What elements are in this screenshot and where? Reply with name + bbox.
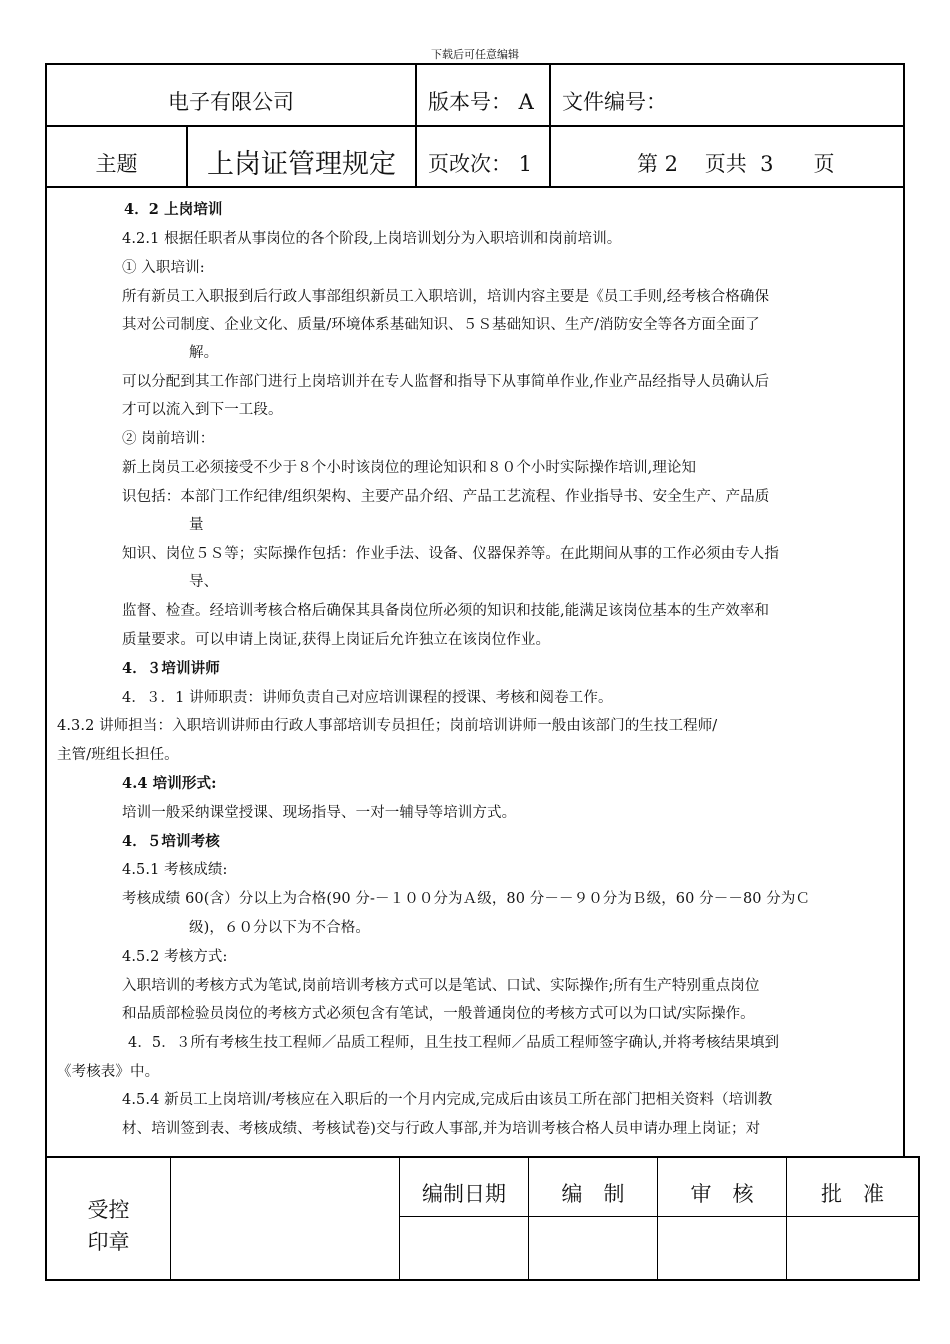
paragraph-line: 质量要求。可以申请上岗证,获得上岗证后允许独立在该岗位作业。 xyxy=(122,632,551,648)
paragraph-line: 4.5.2 考核方式: xyxy=(122,949,228,965)
paragraph-line: 监督、检查。经培训考核合格后确保其具备岗位所必须的知识和技能,能满足该岗位基本的生产效率和 xyxy=(122,603,770,619)
reviewed-by-header: 审 核 xyxy=(690,1182,754,1206)
seal-label-line2: 印章 xyxy=(87,1230,130,1254)
paragraph-line: 4.3.2 讲师担当：入职培训讲师由行政人事部培训专员担任；岗前培训讲师一般由该部门的生技工程师/ xyxy=(57,718,718,734)
paragraph-line: 考核成绩 60(含）分以上为合格(90 分-－１００分为Ａ级，80 分－－９０分为Ｂ级，60 分－－80 分为Ｃ xyxy=(122,891,811,907)
paragraph-line: 4．5．３所有考核生技工程师／品质工程师，且生技工程师／品质工程师签字确认,并将考核结果填到 xyxy=(128,1035,780,1051)
paragraph-line: 材、培训签到表、考核成绩、考核试卷)交与行政人事部,并为培训考核合格人员申请办理上岗证；对 xyxy=(122,1121,761,1137)
paragraph-line: 4.5.1 考核成绩: xyxy=(122,862,228,878)
paragraph-line: 识包括：本部门工作纪律/组织架构、主要产品介绍、产品工艺流程、作业指导书、安全生产、产品质 xyxy=(122,489,770,505)
paragraph-line: 主管/班组长担任。 xyxy=(57,747,179,763)
section-heading: 4．３培训讲师 xyxy=(122,660,220,677)
paragraph-line: 级)，６０分以下为不合格。 xyxy=(189,920,370,936)
subject-label: 主题 xyxy=(95,152,138,176)
paragraph-line: 所有新员工入职报到后行政人事部组织新员工入职培训，培训内容主要是《员工手则,经考核合格确保 xyxy=(122,289,770,305)
section-heading: 4．2 上岗培训 xyxy=(124,201,223,218)
compile-date-cell[interactable] xyxy=(400,1218,528,1279)
paragraph-line: 量 xyxy=(189,517,204,533)
compiled-by-cell[interactable] xyxy=(529,1218,657,1279)
paragraph-line: 新上岗员工必须接受不少于８个小时该岗位的理论知识和８０个小时实际操作培训,理论知 xyxy=(122,460,697,476)
version-label: 版本号： A xyxy=(428,90,534,114)
paragraph-line: 导、 xyxy=(189,574,219,590)
paragraph-line: 4.5.4 新员工上岗培训/考核应在入职后的一个月内完成,完成后由该员工所在部门把相关资料（培训教 xyxy=(122,1092,773,1108)
compiled-by-header: 编 制 xyxy=(561,1182,625,1206)
seal-label-line1: 受控 xyxy=(87,1198,130,1222)
document-number-label: 文件编号： xyxy=(562,90,667,114)
paragraph-line: 4．３．1 讲师职责：讲师负责自己对应培训课程的授课、考核和阅卷工作。 xyxy=(122,690,613,706)
approved-by-header: 批 准 xyxy=(821,1182,884,1206)
document-title: 上岗证管理规定 xyxy=(207,149,396,180)
paragraph-line: 知识、岗位５Ｓ等；实际操作包括：作业手法、设备、仪器保养等。在此期间从事的工作必须由专人指 xyxy=(122,546,779,562)
top-note: 下载后可任意编辑 xyxy=(431,48,519,61)
page-info: 第 2 页共 3 页 xyxy=(637,152,835,176)
subheading-line: ① 入职培训: xyxy=(122,260,205,276)
compile-date-header: 编制日期 xyxy=(422,1182,506,1206)
section-heading: 4.4 培训形式: xyxy=(122,775,217,792)
paragraph-line: 才可以流入到下一工段。 xyxy=(122,402,283,418)
subheading-line: ② 岗前培训： xyxy=(122,431,215,447)
paragraph-line: 解。 xyxy=(189,345,219,361)
paragraph-line: 《考核表》中。 xyxy=(57,1064,160,1080)
company-name: 电子有限公司 xyxy=(168,90,294,114)
paragraph-line: 和品质部检验员岗位的考核方式必须包含有笔试，一般普通岗位的考核方式可以为口试/实际操作。 xyxy=(122,1006,755,1022)
paragraph-line: 其对公司制度、企业文化、质量/环境体系基础知识、５Ｓ基础知识、生产/消防安全等各方面全面了 xyxy=(122,317,760,333)
approved-by-cell[interactable] xyxy=(787,1218,918,1279)
paragraph-line: 4.2.1 根据任职者从事岗位的各个阶段,上岗培训划分为入职培训和岗前培训。 xyxy=(122,231,622,247)
revision-label: 页改次： 1 xyxy=(428,152,533,176)
paragraph-line: 可以分配到其工作部门进行上岗培训并在专人监督和指导下从事简单作业,作业产品经指导人员确认后 xyxy=(122,374,770,390)
reviewed-by-cell[interactable] xyxy=(658,1218,786,1279)
section-heading: 4．５培训考核 xyxy=(122,833,220,850)
paragraph-line: 入职培训的考核方式为笔试,岗前培训考核方式可以是笔试、口试、实际操作;所有生产特别重点岗位 xyxy=(122,978,760,994)
seal-area xyxy=(171,1158,399,1279)
paragraph-line: 培训一般采纳课堂授课、现场指导、一对一辅导等培训方式。 xyxy=(122,805,517,821)
